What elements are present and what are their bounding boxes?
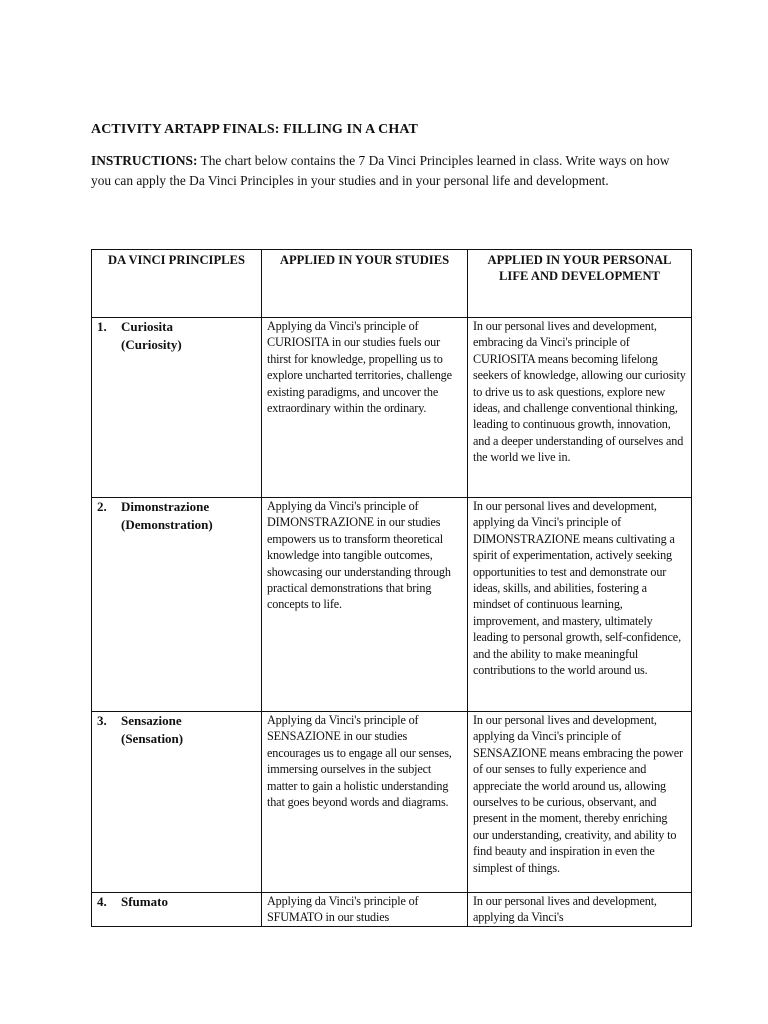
- personal-text: In our personal lives and development, embracing da Vinci's principle of CURIOSITA means becoming lifelong seekers of knowledge, allowing our curiosity to drive us to ask questions, explore new ideas, and challenge conventional thinking, leading to continuous growth, innovation, and a deeper understanding of ourselves and the world we live in.: [473, 319, 686, 465]
- principle-translation: (Sensation): [121, 731, 184, 746]
- table-row: [92, 318, 692, 498]
- principle-cell: [92, 893, 262, 927]
- principle-number: 1.: [97, 319, 107, 334]
- header-principles: DA VINCI PRINCIPLES: [92, 250, 262, 318]
- header-personal: APPLIED IN YOUR PERSONAL LIFE AND DEVELOPMENT: [468, 250, 692, 318]
- document-title: ACTIVITY ARTAPP FINALS: FILLING IN A CHAT: [91, 122, 418, 137]
- instructions-label: INSTRUCTIONS:: [91, 153, 198, 168]
- principle-number: 3.: [97, 713, 107, 728]
- personal-cell: [468, 893, 692, 927]
- studies-text: Applying da Vinci's principle of SENSAZIONE in our studies encourages us to engage all our senses, immersing ourselves in the subject matter to gain a holistic understanding that goes beyond words and diagrams.: [267, 713, 452, 810]
- principle-name: Curiosita: [121, 319, 173, 334]
- header-studies: APPLIED IN YOUR STUDIES: [262, 250, 468, 318]
- studies-text: Applying da Vinci's principle of SFUMATO in our studies: [267, 894, 419, 925]
- table-row: [92, 712, 692, 893]
- principle-translation: (Curiosity): [121, 337, 182, 352]
- personal-cell: [468, 712, 692, 893]
- instructions-text: The chart below contains the 7 Da Vinci Principles learned in class. Write ways on how you can apply the Da Vinci Principles in your studies and in your personal life and development.: [91, 153, 670, 188]
- principle-cell: [92, 712, 262, 893]
- principle-name: Sensazione: [121, 713, 182, 728]
- personal-cell: [468, 318, 692, 498]
- personal-text: In our personal lives and development, applying da Vinci's principle of DIMONSTRAZIONE means cultivating a spirit of experimentation, actively seeking opportunities to test and demonstrate our ideas, skills, and abilities, fostering a mindset of continuous learning, improvement, and mastery, ultimately leading to personal growth, self-confidence, and the ability to make meaningful contributions to the world around us.: [473, 499, 681, 678]
- studies-cell: [262, 498, 468, 712]
- studies-cell: [262, 712, 468, 893]
- principle-name: Dimonstrazione: [121, 499, 210, 514]
- principle-name: Sfumato: [121, 894, 168, 909]
- principle-number: 2.: [97, 499, 107, 514]
- principle-cell: [92, 318, 262, 498]
- table-header-row: [92, 250, 692, 318]
- personal-text: In our personal lives and development, applying da Vinci's: [473, 894, 657, 925]
- principle-cell: [92, 498, 262, 712]
- da-vinci-principles-table: [91, 249, 692, 927]
- table-row: [92, 893, 692, 927]
- studies-text: Applying da Vinci's principle of DIMONSTRAZIONE in our studies empowers us to transform theoretical knowledge into tangible outcomes, showcasing our understanding through practical demonstrations that bring concepts to life.: [267, 499, 451, 612]
- instructions-paragraph: [91, 151, 691, 191]
- personal-cell: [468, 498, 692, 712]
- table-row: [92, 498, 692, 712]
- principle-number: 4.: [97, 894, 107, 909]
- studies-text: Applying da Vinci's principle of CURIOSITA in our studies fuels our thirst for knowledge, propelling us to explore uncharted territories, challenge existing paradigms, and uncover the extraordinary within the ordinary.: [267, 319, 452, 416]
- personal-text: In our personal lives and development, applying da Vinci's principle of SENSAZIONE means embracing the power of our senses to fully experience and appreciate the world around us, allowing ourselves to be curious, observant, and present in the moment, thereby enriching our understanding, creativity, and ability to find beauty and inspiration in even the simplest of things.: [473, 713, 683, 875]
- studies-cell: [262, 318, 468, 498]
- principle-translation: (Demonstration): [121, 517, 213, 532]
- studies-cell: [262, 893, 468, 927]
